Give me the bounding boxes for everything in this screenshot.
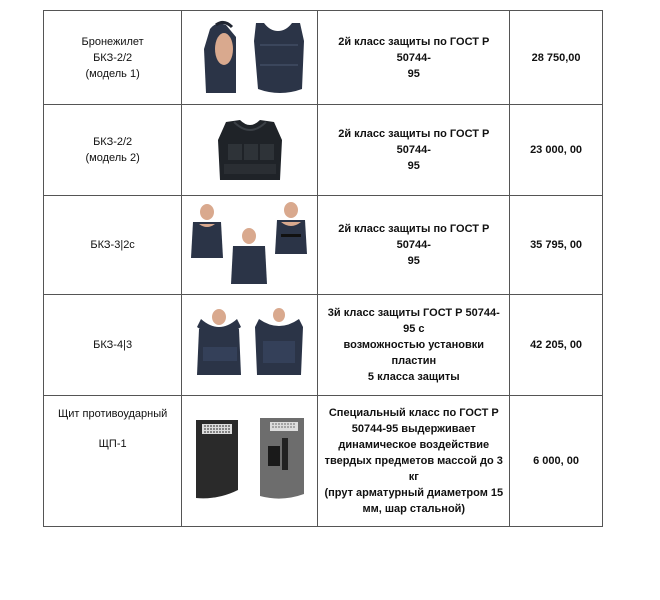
product-price-cell xyxy=(510,11,603,105)
product-name-line: ЩП-1 xyxy=(98,438,127,450)
product-name-line: БКЗ-2/2 xyxy=(93,51,133,64)
product-price-cell xyxy=(510,295,603,396)
product-image-cell xyxy=(182,196,318,295)
vest-collar-two-views-photo xyxy=(187,305,313,385)
product-price: 28 750,00 xyxy=(531,51,581,64)
product-image-cell xyxy=(182,105,318,196)
product-name-line: БКЗ-2/2 xyxy=(93,136,133,148)
table-row xyxy=(44,11,603,105)
table-row xyxy=(44,105,603,196)
product-name-line: БКЗ-4|3 xyxy=(93,339,133,351)
product-name-line: (модель 1) xyxy=(85,67,140,80)
product-price: 23 000, 00 xyxy=(530,144,583,156)
product-description-cell xyxy=(318,196,510,295)
product-name-line: БКЗ-3|2с xyxy=(90,239,135,251)
table-row xyxy=(44,396,603,527)
product-description-cell xyxy=(318,11,510,105)
product-price: 42 205, 00 xyxy=(530,339,583,351)
product-description-cell xyxy=(318,396,510,527)
product-image-cell xyxy=(182,396,318,527)
product-name-cell xyxy=(44,295,182,396)
product-description-cell xyxy=(318,295,510,396)
product-price-cell xyxy=(510,396,603,527)
product-name-line: Щит противоударный xyxy=(57,408,168,420)
tactical-vest-photo xyxy=(190,110,310,190)
product-name-cell xyxy=(44,105,182,196)
product-description: 2й класс защиты по ГОСТ Р 50744- 95 xyxy=(338,128,490,172)
product-price: 35 795, 00 xyxy=(530,239,583,251)
product-description: 2й класс защиты по ГОСТ Р 50744- 95 xyxy=(338,223,490,267)
table-row xyxy=(44,295,603,396)
product-description-cell xyxy=(318,105,510,196)
vest-three-views-photo xyxy=(185,200,315,290)
product-name-cell xyxy=(44,196,182,295)
table-row xyxy=(44,196,603,295)
product-name-line: Бронежилет xyxy=(81,35,144,48)
vest-front-back-photo xyxy=(190,15,310,101)
product-price: 6 000, 00 xyxy=(533,455,579,467)
product-name-line: (модель 2) xyxy=(85,152,140,164)
product-name-cell xyxy=(44,396,182,527)
product-description: Специальный класс по ГОСТ Р 50744-95 выдерживает динамическое воздействие твердых предметов массой до 3 кг (прут арматурный диаметром 15 мм, шар стальной) xyxy=(324,407,504,515)
product-price-table xyxy=(43,10,603,527)
riot-shield-photo xyxy=(188,416,312,506)
product-description: 3й класс защиты ГОСТ Р 50744-95 с возможностью установки пластин 5 класса защиты xyxy=(327,307,500,383)
product-price-cell xyxy=(510,196,603,295)
product-description: 2й класс защиты по ГОСТ Р 50744- 95 xyxy=(338,35,490,80)
product-image-cell xyxy=(182,295,318,396)
product-image-cell xyxy=(182,11,318,105)
product-name-cell xyxy=(44,11,182,105)
product-price-cell xyxy=(510,105,603,196)
